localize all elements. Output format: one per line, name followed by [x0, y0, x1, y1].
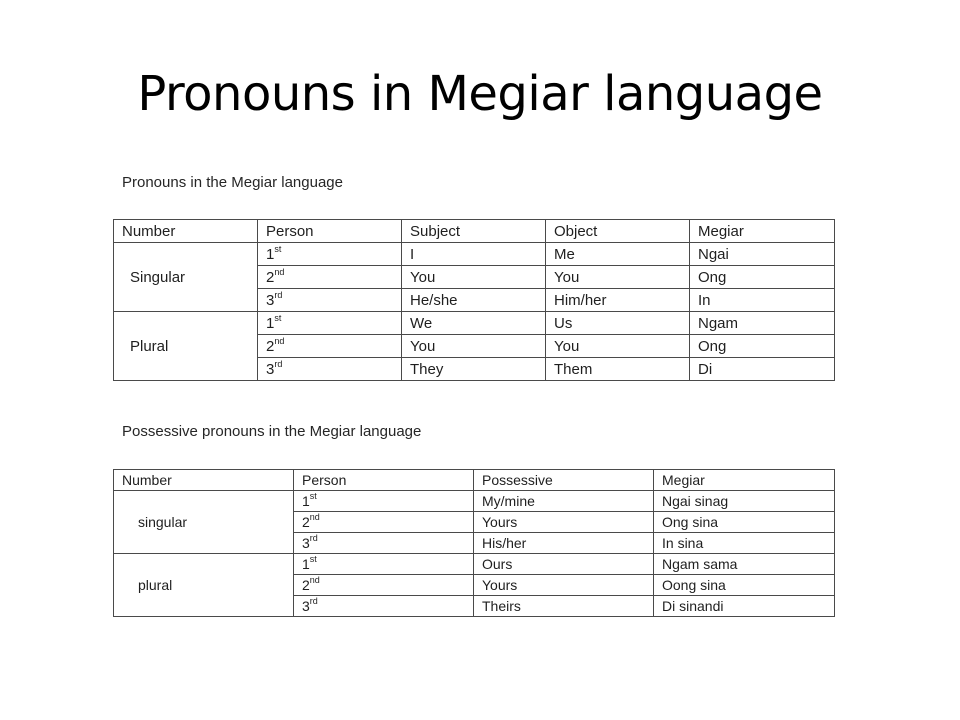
- table-row: [114, 491, 835, 512]
- object-cell: You: [546, 266, 690, 289]
- megiar-cell: Ngam: [690, 312, 835, 335]
- person-cell: 3rd: [258, 289, 402, 312]
- object-cell: You: [546, 335, 690, 358]
- header-megiar: Megiar: [690, 220, 835, 243]
- slide-title: Pronouns in Megiar language: [137, 66, 823, 122]
- megiar-cell: Ong: [690, 266, 835, 289]
- possessive-cell: Theirs: [474, 596, 654, 617]
- table-row: [114, 243, 835, 266]
- person-cell: 3rd: [258, 358, 402, 381]
- pronouns-table-caption: Pronouns in the Megiar language: [122, 174, 343, 191]
- object-cell: Them: [546, 358, 690, 381]
- table-header-row: [114, 470, 835, 491]
- subject-cell: I: [402, 243, 546, 266]
- megiar-cell: Di sinandi: [654, 596, 835, 617]
- person-cell: 2nd: [294, 575, 474, 596]
- object-cell: Us: [546, 312, 690, 335]
- megiar-cell: Ngai: [690, 243, 835, 266]
- possessive-pronouns-table: [113, 469, 835, 617]
- possessive-cell: Yours: [474, 512, 654, 533]
- person-cell: 2nd: [258, 335, 402, 358]
- header-person: Person: [258, 220, 402, 243]
- person-cell: 1st: [294, 491, 474, 512]
- header-number: Number: [114, 220, 258, 243]
- header-megiar: Megiar: [654, 470, 835, 491]
- object-cell: Me: [546, 243, 690, 266]
- header-number: Number: [114, 470, 294, 491]
- table-header-row: [114, 220, 835, 243]
- person-cell: 3rd: [294, 533, 474, 554]
- megiar-cell: Ngai sinag: [654, 491, 835, 512]
- table-row: [114, 312, 835, 335]
- number-cell: Singular: [114, 243, 258, 312]
- person-cell: 3rd: [294, 596, 474, 617]
- subject-cell: They: [402, 358, 546, 381]
- person-cell: 2nd: [294, 512, 474, 533]
- subject-cell: You: [402, 266, 546, 289]
- number-cell: Plural: [114, 312, 258, 381]
- object-cell: Him/her: [546, 289, 690, 312]
- possessive-cell: His/her: [474, 533, 654, 554]
- subject-cell: He/she: [402, 289, 546, 312]
- subject-cell: You: [402, 335, 546, 358]
- person-cell: 2nd: [258, 266, 402, 289]
- megiar-cell: Di: [690, 358, 835, 381]
- person-cell: 1st: [258, 312, 402, 335]
- megiar-cell: In sina: [654, 533, 835, 554]
- possessive-cell: My/mine: [474, 491, 654, 512]
- megiar-cell: In: [690, 289, 835, 312]
- number-cell: plural: [114, 554, 294, 617]
- table-row: [114, 554, 835, 575]
- number-cell: singular: [114, 491, 294, 554]
- possessive-table-caption: Possessive pronouns in the Megiar language: [122, 423, 422, 440]
- person-cell: 1st: [258, 243, 402, 266]
- subject-cell: We: [402, 312, 546, 335]
- header-object: Object: [546, 220, 690, 243]
- header-possessive: Possessive: [474, 470, 654, 491]
- megiar-cell: Ong: [690, 335, 835, 358]
- header-person: Person: [294, 470, 474, 491]
- possessive-cell: Ours: [474, 554, 654, 575]
- header-subject: Subject: [402, 220, 546, 243]
- megiar-cell: Ngam sama: [654, 554, 835, 575]
- megiar-cell: Oong sina: [654, 575, 835, 596]
- pronouns-table: [113, 219, 835, 381]
- possessive-cell: Yours: [474, 575, 654, 596]
- megiar-cell: Ong sina: [654, 512, 835, 533]
- person-cell: 1st: [294, 554, 474, 575]
